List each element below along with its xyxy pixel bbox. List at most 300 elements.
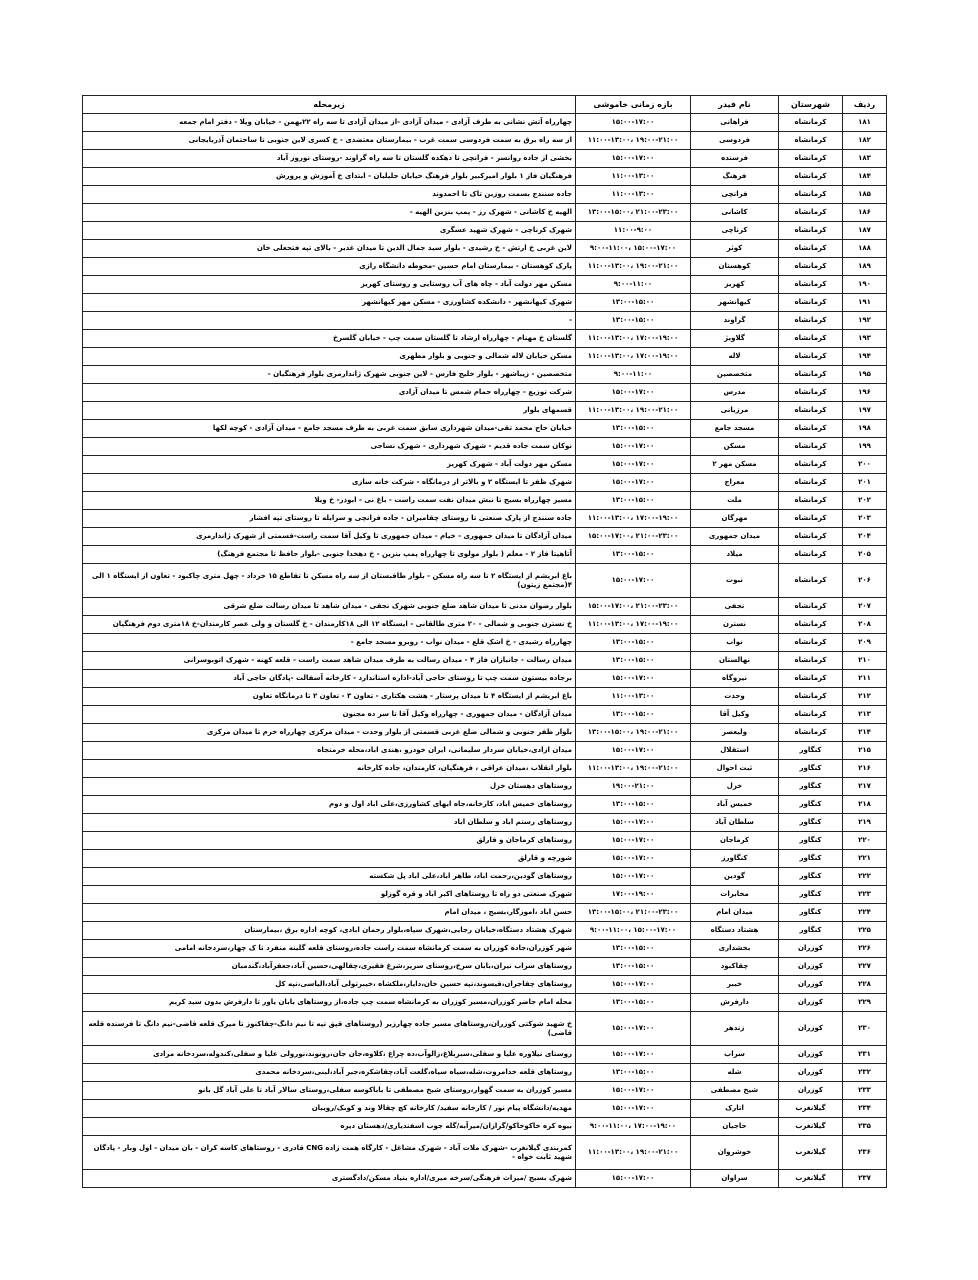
city-cell: کنگاور [779, 832, 843, 850]
feeder-name-cell: مخابرات [691, 886, 779, 904]
table-row [83, 688, 887, 706]
row-number-cell: ۱۹۰ [843, 276, 887, 294]
outage-time-cell: ۱۳:۰۰-۱۵:۰۰ [576, 294, 691, 312]
outage-time-cell: ۱۱:۰۰-۱۳:۰۰ [576, 688, 691, 706]
city-cell: کرمانشاه [779, 312, 843, 330]
area-cell: محله امام حاضر کوزران،مسیر کوزران به کرمانشاه سمت چپ جاده،از روستاهای بابان یاور تا دارفرش بدون سید کریم [83, 994, 576, 1012]
feeder-name-cell: گودین [691, 868, 779, 886]
feeder-name-cell: کیهانشهر [691, 294, 779, 312]
table-row [83, 814, 887, 832]
outage-time-cell: ۱۱:۰۰-۱۳:۰۰، ۱۷:۰۰-۱۹:۰۰ [576, 348, 691, 366]
feeder-name-cell: مسجد جامع [691, 420, 779, 438]
table-row [83, 456, 887, 474]
feeder-name-cell: نواب [691, 634, 779, 652]
row-number-cell: ۲۲۷ [843, 958, 887, 976]
area-cell: خ نسترن جنوبی و شمالی - ۲۰ متری طالقانی - ایستگاه ۱۲ الی ۱۸کارمندان - خ گلستان و ولی عصر کارمندان-خ ۱۸متری دوم فرهنگیان [83, 616, 576, 634]
area-cell: بلوار رضوان مدنی تا میدان شاهد ضلع جنوبی شهرک نجفی - میدان شاهد تا میدان رسالت ضلع شرقی [83, 598, 576, 616]
table-row [83, 312, 887, 330]
table-row [83, 132, 887, 150]
city-cell: کرمانشاه [779, 474, 843, 492]
table-row [83, 258, 887, 276]
outage-time-cell: ۱۳:۰۰-۱۵:۰۰ [576, 994, 691, 1012]
row-number-cell: ۲۲۴ [843, 904, 887, 922]
feeder-name-cell: نهالستان [691, 652, 779, 670]
feeder-name-cell: مرزبانی [691, 402, 779, 420]
table-row [83, 796, 887, 814]
table-body [83, 114, 887, 1188]
city-cell: کرمانشاه [779, 294, 843, 312]
city-cell: کنگاور [779, 796, 843, 814]
city-cell: کرمانشاه [779, 384, 843, 402]
feeder-name-cell: خمیس آباد [691, 796, 779, 814]
table-row [83, 976, 887, 994]
feeder-name-cell: فراهانی [691, 114, 779, 132]
city-cell: کرمانشاه [779, 186, 843, 204]
feeder-name-cell: هشتاد دستگاه [691, 922, 779, 940]
city-cell: کرمانشاه [779, 652, 843, 670]
outage-time-cell: ۱۵:۰۰-۱۷:۰۰ [576, 742, 691, 760]
area-cell: روستاهای گودین،رحمت اباد، طاهر اباد،علی اباد پل شکسته [83, 868, 576, 886]
row-number-cell: ۲۱۱ [843, 670, 887, 688]
table-row [83, 222, 887, 240]
table-row [83, 886, 887, 904]
city-cell: گیلانغرب [779, 1136, 843, 1170]
area-cell: روستاهای خمیس اباد، کارخانه،جاه ابهای کشاورزی،علی اباد اول و دوم [83, 796, 576, 814]
area-cell: شهرک کیهانشهر - دانشکده کشاورزی - مسکن مهر کیهانشهر [83, 294, 576, 312]
table-row [83, 528, 887, 546]
feeder-name-cell: نجفی [691, 598, 779, 616]
feeder-name-cell: خزل [691, 778, 779, 796]
table-row [83, 1082, 887, 1100]
table-row [83, 940, 887, 958]
table-row [83, 420, 887, 438]
city-cell: کرمانشاه [779, 546, 843, 564]
outage-time-cell: ۱۵:۰۰-۱۷:۰۰ [576, 1170, 691, 1188]
feeder-name-cell: میدان جمهوری [691, 528, 779, 546]
area-cell: پارک کوهستان - بیمارستان امام حسین -محوطه دانشگاه رازی [83, 258, 576, 276]
area-cell: مسیر کوزران به سمت گهوار،روستای شیخ مصطفی تا باباکوسه سفلی،روستای سالار آباد تا علی آباد گل بانو [83, 1082, 576, 1100]
table-row [83, 168, 887, 186]
row-number-cell: ۲۰۰ [843, 456, 887, 474]
row-number-cell: ۲۰۹ [843, 634, 887, 652]
row-number-cell: ۱۹۲ [843, 312, 887, 330]
area-cell: روستاهای قلعه خدامروت،شله،سیاه سیاه،گلعت آباد،چقاشکره،جبر آباد،لبنی،سردخانه محمدی [83, 1064, 576, 1082]
header-city: شهرستان [779, 96, 843, 114]
row-number-cell: ۲۳۶ [843, 1136, 887, 1170]
table-row [83, 634, 887, 652]
feeder-name-cell: دارفرش [691, 994, 779, 1012]
row-number-cell: ۱۹۶ [843, 384, 887, 402]
area-cell: روستاهای کرماجان و قارلق [83, 832, 576, 850]
city-cell: کرمانشاه [779, 616, 843, 634]
area-cell: فرهنگیان فاز ۱ بلوار امیرکبیر بلوار فرهنگ خیابان جلیلیان - ابتدای خ آموزش و پرورش [83, 168, 576, 186]
city-cell: کرمانشاه [779, 366, 843, 384]
feeder-name-cell: میدان امام [691, 904, 779, 922]
outage-time-cell: ۱۵:۰۰-۱۷:۰۰ [576, 474, 691, 492]
row-number-cell: ۱۹۴ [843, 348, 887, 366]
outage-time-cell: ۱۵:۰۰-۱۷:۰۰ [576, 814, 691, 832]
city-cell: کرمانشاه [779, 114, 843, 132]
city-cell: کنگاور [779, 922, 843, 940]
feeder-name-cell: اتارک [691, 1100, 779, 1118]
outage-time-cell: ۱۳:۰۰-۱۵:۰۰ [576, 312, 691, 330]
table-row [83, 922, 887, 940]
area-cell: روستای نیلاوره علیا و سفلی،سبزبلاغ،زالوآب،ده چراغ ،کلاوه،جان جان،رونوند،نورولی علیا و سفلی،کندوله،سردخانه مرادی [83, 1046, 576, 1064]
city-cell: کرمانشاه [779, 150, 843, 168]
outage-time-cell: ۱۱:۰۰-۱۳:۰۰، ۱۷:۰۰-۱۹:۰۰ [576, 616, 691, 634]
table-row [83, 832, 887, 850]
row-number-cell: ۱۸۲ [843, 132, 887, 150]
area-cell: شهرک ظفر تا ایستگاه ۲ و بالاتر از درمانگاه - شرکت خانه سازی [83, 474, 576, 492]
outage-time-cell: ۹:۰۰-۱۱:۰۰ [576, 366, 691, 384]
table-row [83, 958, 887, 976]
area-cell: نوکان سمت جاده قدیم - شهرک شهرداری - شهرک نساجی [83, 438, 576, 456]
city-cell: کرمانشاه [779, 402, 843, 420]
outage-time-cell: ۱۱:۰۰-۱۳:۰۰، ۱۹:۰۰-۲۱:۰۰ [576, 760, 691, 778]
row-number-cell: ۲۰۵ [843, 546, 887, 564]
table-row [83, 204, 887, 222]
area-cell: میدان ازادی،خیابان سردار سلیمانی، ایران خودرو ،هندی اباد،محله خرمنجاه [83, 742, 576, 760]
table-row [83, 366, 887, 384]
area-cell: - [83, 312, 576, 330]
row-number-cell: ۲۲۶ [843, 940, 887, 958]
row-number-cell: ۲۳۳ [843, 1082, 887, 1100]
area-cell: مسکن خیابان لاله شمالی و جنوبی و بلوار مطهری [83, 348, 576, 366]
area-cell: بلوار انقلاب ،میدان عراقی ، فرهنگیان، کارمندان، جاده کارخانه [83, 760, 576, 778]
table-row [83, 438, 887, 456]
feeder-name-cell: مسکن [691, 438, 779, 456]
table-row [83, 724, 887, 742]
area-cell: جاده سنندج بسمت روزبن تاک تا احمدوند [83, 186, 576, 204]
feeder-name-cell: مسکن مهر ۲ [691, 456, 779, 474]
city-cell: کرمانشاه [779, 222, 843, 240]
city-cell: کنگاور [779, 814, 843, 832]
table-row [83, 294, 887, 312]
outage-time-cell: ۱۱:۰۰-۱۳:۰۰، ۱۹:۰۰-۲۱:۰۰ [576, 258, 691, 276]
area-cell: قسمهای بلوار [83, 402, 576, 420]
row-number-cell: ۱۹۱ [843, 294, 887, 312]
area-cell: میدان آزادگان تا میدان جمهوری - خیام - میدان جمهوری تا وکیل آقا سمت راست-قسمتی از شهرک ژاندارمری [83, 528, 576, 546]
table-row [83, 474, 887, 492]
city-cell: کوزران [779, 1046, 843, 1064]
outage-time-cell: ۱۵:۰۰-۱۷:۰۰ [576, 868, 691, 886]
city-cell: کنگاور [779, 778, 843, 796]
feeder-name-cell: وکیل آقا [691, 706, 779, 724]
city-cell: کرمانشاه [779, 240, 843, 258]
row-number-cell: ۲۳۲ [843, 1064, 887, 1082]
row-number-cell: ۲۰۸ [843, 616, 887, 634]
city-cell: کنگاور [779, 868, 843, 886]
city-cell: کنگاور [779, 760, 843, 778]
feeder-name-cell: نبوت [691, 564, 779, 598]
area-cell: شهرک صنعتی دو راه تا روستاهای اکبر اباد و قره گوزلو [83, 886, 576, 904]
area-cell: شهر کوزران،جاده کوزران به سمت کرمانشاه سمت راست جاده،روستای قلعه گلینه منفرد تا ک چهار،سردخانه امامی [83, 940, 576, 958]
table-row [83, 348, 887, 366]
city-cell: کنگاور [779, 886, 843, 904]
table-row [83, 564, 887, 598]
outage-time-cell: ۱۵:۰۰-۱۷:۰۰ [576, 564, 691, 598]
city-cell: کرمانشاه [779, 528, 843, 546]
table-row [83, 1118, 887, 1136]
outage-time-cell: ۱۳:۰۰-۱۵:۰۰ [576, 796, 691, 814]
area-cell: گلستان خ مهنام - چهارراه ارشاد تا گلستان سمت چپ - خیابان گلسرخ [83, 330, 576, 348]
outage-time-cell: ۱۵:۰۰-۱۷:۰۰ [576, 114, 691, 132]
city-cell: کرمانشاه [779, 510, 843, 528]
row-number-cell: ۲۰۷ [843, 598, 887, 616]
area-cell: روستاهای رستم اباد و سلطان اباد [83, 814, 576, 832]
row-number-cell: ۱۸۳ [843, 150, 887, 168]
city-cell: کرمانشاه [779, 706, 843, 724]
city-cell: گیلانغرب [779, 1170, 843, 1188]
row-number-cell: ۱۹۷ [843, 402, 887, 420]
feeder-name-cell: فرهنگ [691, 168, 779, 186]
table-row [83, 1100, 887, 1118]
area-cell: بخشی از جاده روانسر - فرانچی تا دهکده گلستان تا سه راه گراوند -روستای نوروز آباد [83, 150, 576, 168]
area-cell: حسن اباد ،اموزگار،بسیج ، میدان امام [83, 904, 576, 922]
outage-time-cell: ۱۱:۰۰-۱۳:۰۰ [576, 186, 691, 204]
city-cell: کوزران [779, 1064, 843, 1082]
row-number-cell: ۱۸۸ [843, 240, 887, 258]
city-cell: کرمانشاه [779, 132, 843, 150]
row-number-cell: ۲۱۶ [843, 760, 887, 778]
header-area: زیرمحله [83, 96, 576, 114]
feeder-name-cell: لاله [691, 348, 779, 366]
table-row [83, 546, 887, 564]
outage-time-cell: ۱۱:۰۰-۱۳:۰۰، ۱۷:۰۰-۱۹:۰۰ [576, 330, 691, 348]
table-row [83, 492, 887, 510]
city-cell: گیلانغرب [779, 1100, 843, 1118]
row-number-cell: ۱۹۸ [843, 420, 887, 438]
table-row [83, 904, 887, 922]
city-cell: کرمانشاه [779, 258, 843, 276]
outage-time-cell: ۱۵:۰۰-۱۷:۰۰ [576, 456, 691, 474]
city-cell: کنگاور [779, 742, 843, 760]
outage-time-cell: ۱۵:۰۰-۱۷:۰۰ [576, 1082, 691, 1100]
row-number-cell: ۲۲۸ [843, 976, 887, 994]
table-row [83, 1046, 887, 1064]
city-cell: کرمانشاه [779, 438, 843, 456]
outage-time-cell: ۱۱:۰۰-۱۳:۰۰، ۱۹:۰۰-۲۱:۰۰ [576, 402, 691, 420]
area-cell: شهرک هشتاد دستگاه،خیابان رجایی،شهرک سپاه،بلوار رحمان ابادی، کوچه اداره برق ،بیمارستان [83, 922, 576, 940]
city-cell: کرمانشاه [779, 420, 843, 438]
power-outage-schedule-page [82, 95, 886, 1188]
feeder-name-cell: کاشانی [691, 204, 779, 222]
row-number-cell: ۲۲۵ [843, 922, 887, 940]
feeder-name-cell: کرماجان [691, 832, 779, 850]
table-row [83, 850, 887, 868]
feeder-name-cell: بخشداری [691, 940, 779, 958]
table-row [83, 616, 887, 634]
city-cell: کرمانشاه [779, 688, 843, 706]
area-cell: شهرک بسیج /میراث فرهنگی/سرخه میری/اداره بنیاد مسکن/دادگستری [83, 1170, 576, 1188]
outage-time-cell: ۱۵:۰۰-۱۷:۰۰ [576, 1100, 691, 1118]
outage-time-cell: ۱۵:۰۰-۱۷:۰۰، ۲۱:۰۰-۲۳:۰۰ [576, 598, 691, 616]
table-row [83, 1064, 887, 1082]
area-cell: شرکت توزیع - چهارراه حمام شمس تا میدان آزادی [83, 384, 576, 402]
row-number-cell: ۱۹۳ [843, 330, 887, 348]
table-row [83, 186, 887, 204]
city-cell: کرمانشاه [779, 670, 843, 688]
outage-time-cell: ۱۷:۰۰-۱۹:۰۰ [576, 886, 691, 904]
outage-time-cell: ۱۵:۰۰-۱۷:۰۰ [576, 438, 691, 456]
city-cell: کوزران [779, 976, 843, 994]
row-number-cell: ۲۱۸ [843, 796, 887, 814]
area-cell: خ شهید شوکتی کوزران،روستاهای مسیر جاده چهارزبر (روستاهای قپق تپه تا نیم دانگ-چقاکنوز تا میرک قلعه قاضی-نیم دانگ تا فرسنده قلعه قاضی) [83, 1012, 576, 1046]
outage-time-cell: ۱۵:۰۰-۱۷:۰۰، ۲۱:۰۰-۲۳:۰۰ [576, 528, 691, 546]
feeder-name-cell: کرناچی [691, 222, 779, 240]
area-cell: روستاهای دهستان خزل [83, 778, 576, 796]
area-cell: جاده سنندج از پارک صنعتی تا روستای چقامیران - جاده فرانچی و سرابله تا روستای تپه افشار [83, 510, 576, 528]
feeder-name-cell: چقاکبود [691, 958, 779, 976]
outage-time-cell: ۱۵:۰۰-۱۷:۰۰ [576, 1012, 691, 1046]
table-row [83, 384, 887, 402]
feeder-name-cell: فرانچی [691, 186, 779, 204]
feeder-name-cell: ثبت احوال [691, 760, 779, 778]
outage-time-cell: ۱۵:۰۰-۱۷:۰۰ [576, 150, 691, 168]
feeder-name-cell: زندهر [691, 1012, 779, 1046]
table-row [83, 1136, 887, 1170]
row-number-cell: ۲۱۴ [843, 724, 887, 742]
city-cell: کوزران [779, 994, 843, 1012]
row-number-cell: ۱۸۴ [843, 168, 887, 186]
feeder-name-cell: ولیعصر [691, 724, 779, 742]
outage-time-cell: ۹:۰۰-۱۱:۰۰ [576, 276, 691, 294]
area-cell: میدان رسالت - جانبازان فاز ۴ - میدان رسالت به طرف میدان شاهد سمت راست - قلعه کهنه - شهرک اتوبوسرانی [83, 652, 576, 670]
row-number-cell: ۲۳۵ [843, 1118, 887, 1136]
city-cell: کرمانشاه [779, 598, 843, 616]
city-cell: کرمانشاه [779, 168, 843, 186]
outage-time-cell: ۱۱:۰۰-۱۳:۰۰، ۱۹:۰۰-۲۱:۰۰ [576, 132, 691, 150]
header-feeder-name: نام فیدر [691, 96, 779, 114]
feeder-name-cell: سلطان آباد [691, 814, 779, 832]
outage-time-cell: ۱۳:۰۰-۱۵:۰۰، ۲۱:۰۰-۲۳:۰۰ [576, 904, 691, 922]
row-number-cell: ۲۱۳ [843, 706, 887, 724]
outage-time-cell: ۱۳:۰۰-۱۵:۰۰ [576, 652, 691, 670]
feeder-name-cell: کوهستان [691, 258, 779, 276]
city-cell: گیلانغرب [779, 1118, 843, 1136]
row-number-cell: ۲۱۹ [843, 814, 887, 832]
outage-time-cell: ۱۳:۰۰-۱۵:۰۰ [576, 420, 691, 438]
table-row [83, 598, 887, 616]
outage-time-cell: ۱۳:۰۰-۱۵:۰۰ [576, 958, 691, 976]
feeder-name-cell: شله [691, 1064, 779, 1082]
city-cell: کرمانشاه [779, 330, 843, 348]
area-cell: بلوار ظفر جنوبی و شمالی ضلع غربی قسمتی از بلوار وحدت - میدان مرکزی چهارراه خرم تا میدان مرکزی [83, 724, 576, 742]
outage-time-cell: ۱۵:۰۰-۱۷:۰۰ [576, 832, 691, 850]
table-row [83, 868, 887, 886]
table-row [83, 150, 887, 168]
row-number-cell: ۲۲۱ [843, 850, 887, 868]
outage-time-cell: ۱۱:۰۰-۹:۰۰ [576, 222, 691, 240]
table-row [83, 1012, 887, 1046]
table-row [83, 114, 887, 132]
outage-time-cell: ۱۳:۰۰-۱۵:۰۰ [576, 940, 691, 958]
outage-time-cell: ۹:۰۰-۱۱:۰۰، ۱۷:۰۰-۱۹:۰۰ [576, 1118, 691, 1136]
feeder-name-cell: نسترن [691, 616, 779, 634]
feeder-name-cell: فرسنده [691, 150, 779, 168]
area-cell: متخصصین - زیباشهر - بلوار خلیج فارس - لاین جنوبی شهرک ژاندارمری بلوار فرهنگیان - [83, 366, 576, 384]
city-cell: کوزران [779, 1012, 843, 1046]
row-number-cell: ۲۲۳ [843, 886, 887, 904]
feeder-name-cell: شیخ مصطفی [691, 1082, 779, 1100]
area-cell: بیوه کره خاکوخاکو/گرازان/میرآبه/گله جوب اسفندیاری/دهستان دیره [83, 1118, 576, 1136]
header-row-number: ردیف [843, 96, 887, 114]
city-cell: کرمانشاه [779, 456, 843, 474]
row-number-cell: ۲۳۷ [843, 1170, 887, 1188]
table-row [83, 402, 887, 420]
row-number-cell: ۲۳۰ [843, 1012, 887, 1046]
row-number-cell: ۲۲۰ [843, 832, 887, 850]
header-outage-time: بازه زمانی خاموشی [576, 96, 691, 114]
row-number-cell: ۲۳۴ [843, 1100, 887, 1118]
city-cell: کرمانشاه [779, 276, 843, 294]
feeder-name-cell: حاجیان [691, 1118, 779, 1136]
table-row [83, 760, 887, 778]
area-cell: شورچه و قارلق [83, 850, 576, 868]
row-number-cell: ۲۰۴ [843, 528, 887, 546]
table-row [83, 778, 887, 796]
feeder-name-cell: وحدت [691, 688, 779, 706]
table-row [83, 652, 887, 670]
city-cell: کوزران [779, 1082, 843, 1100]
feeder-name-cell: مدرس [691, 384, 779, 402]
table-row [83, 276, 887, 294]
outage-time-cell: ۱۱:۰۰-۱۳:۰۰، ۱۷:۰۰-۱۹:۰۰ [576, 510, 691, 528]
area-cell: برجاده بیستون سمت چپ تا روستای حاجی آباد-اداره استاندارد - کارخانه آسفالت -پادگان حاجی آباد [83, 670, 576, 688]
row-number-cell: ۱۸۵ [843, 186, 887, 204]
city-cell: کوزران [779, 958, 843, 976]
row-number-cell: ۲۱۲ [843, 688, 887, 706]
table-row [83, 742, 887, 760]
area-cell: روستاهای چقاجران،قیسوند،تپه حسین خان،دایار،ملکشاه ،خیبرتولی آباد،الیاسی،تپه کل [83, 976, 576, 994]
city-cell: کرمانشاه [779, 492, 843, 510]
table-row [83, 994, 887, 1012]
feeder-name-cell: فردوسی [691, 132, 779, 150]
outage-time-cell: ۱۱:۰۰-۱۳:۰۰، ۱۹:۰۰-۲۱:۰۰ [576, 1136, 691, 1170]
area-cell: از سه راه برق به سمت فردوسی سمت غرب - بیمارستان معتضدی - خ کسری لاین جنوبی تا ساختمان آذربایجانی [83, 132, 576, 150]
city-cell: کرمانشاه [779, 724, 843, 742]
outage-time-cell: ۱۳:۰۰-۱۵:۰۰ [576, 546, 691, 564]
row-number-cell: ۲۳۱ [843, 1046, 887, 1064]
row-number-cell: ۲۰۲ [843, 492, 887, 510]
city-cell: کرمانشاه [779, 564, 843, 598]
table-row [83, 670, 887, 688]
area-cell: مسکن مهر دولت آباد - شهرک کهریز [83, 456, 576, 474]
feeder-name-cell: متخصصین [691, 366, 779, 384]
outage-time-cell: ۱۳:۰۰-۱۵:۰۰، ۲۱:۰۰-۲۳:۰۰ [576, 204, 691, 222]
outage-time-cell: ۱۳:۰۰-۱۵:۰۰ [576, 1064, 691, 1082]
outage-time-cell: ۱۵:۰۰-۱۷:۰۰ [576, 976, 691, 994]
outage-time-cell: ۱۳:۰۰-۱۵:۰۰ [576, 706, 691, 724]
area-cell: کمربندی گیلانغرب -شهرک ملات آباد - شهرک مشاغل - کارگاه همت زاده CNG قادری - روستاهای کاسه کران - بان میدان - اول وبار - پادگان شهید ثابت خواه - [83, 1136, 576, 1170]
outage-time-cell: ۱۵:۰۰-۱۷:۰۰ [576, 1046, 691, 1064]
area-cell: مهدیه/دانشگاه پیام نور / کارخانه سفید/ کارخانه کچ چقالا وند و کوبک/رویبان [83, 1100, 576, 1118]
row-number-cell: ۲۰۱ [843, 474, 887, 492]
outage-schedule-table [82, 95, 887, 1188]
table-header-row [83, 96, 887, 114]
row-number-cell: ۲۲۹ [843, 994, 887, 1012]
area-cell: چهارراه آتش نشانی به طرف آزادی - میدان آزادی -از میدان آزادی تا سه راه ۲۲بهمن - خیابان ویلا - دفتر امام جمعه [83, 114, 576, 132]
feeder-name-cell: گلاویژ [691, 330, 779, 348]
city-cell: کنگاور [779, 904, 843, 922]
outage-time-cell: ۹:۰۰-۱۱:۰۰، ۱۵:۰۰-۱۷:۰۰ [576, 922, 691, 940]
row-number-cell: ۲۰۳ [843, 510, 887, 528]
row-number-cell: ۲۱۷ [843, 778, 887, 796]
row-number-cell: ۲۲۲ [843, 868, 887, 886]
area-cell: شهرک کرناچی - شهرک شهید عسگری [83, 222, 576, 240]
row-number-cell: ۱۹۹ [843, 438, 887, 456]
row-number-cell: ۲۱۰ [843, 652, 887, 670]
